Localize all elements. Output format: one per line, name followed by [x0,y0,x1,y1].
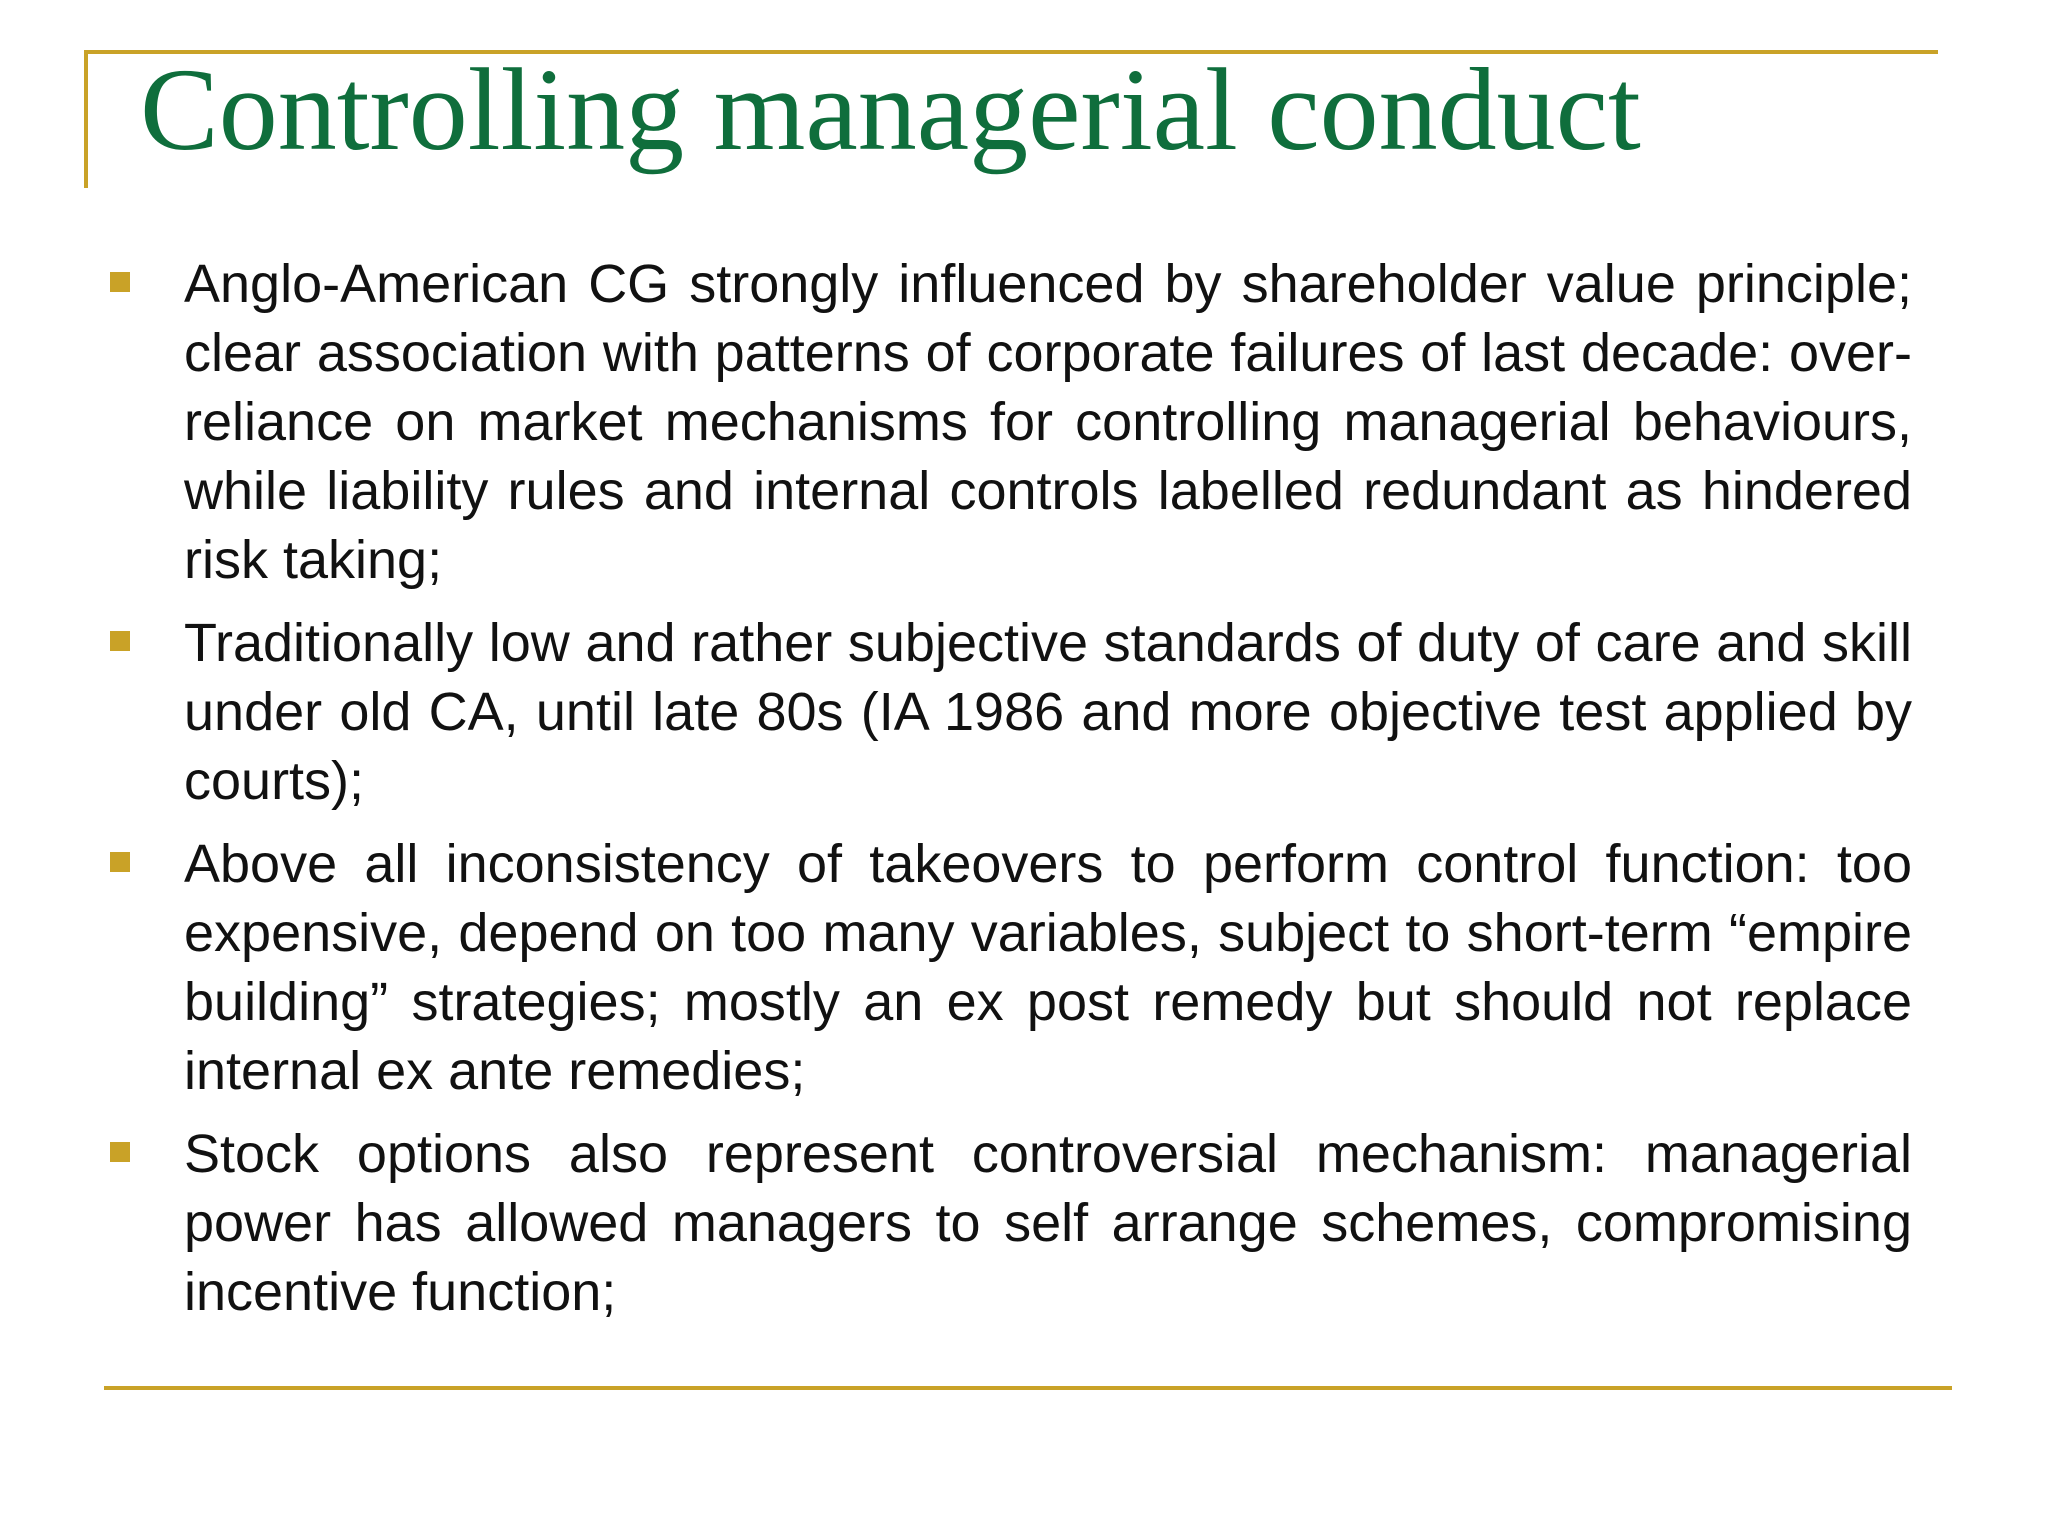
bullet-item [104,1120,1912,1327]
bullet-text: Anglo-American CG strongly influenced by shareholder value principle; clear association with patterns of corporate failures of last decade: over-reliance on market mechanisms for controlling managerial behaviours, while liability rules and internal controls labelled redundant as hindered risk taking; [184,254,1912,590]
bullet-item [104,250,1912,595]
bullet-text: Traditionally low and rather subjective standards of duty of care and skill under old CA, until late 80s (IA 1986 and more objective test applied by courts); [184,613,1912,811]
square-bullet-icon [110,852,130,872]
bullet-text: Stock options also represent controversial mechanism: managerial power has allowed managers to self arrange schemes, compromising incentive function; [184,1124,1912,1322]
bullet-item [104,830,1912,1106]
bullet-item [104,609,1912,816]
title-left-divider [84,50,88,188]
bullet-list [104,250,1912,1341]
bottom-divider [104,1386,1952,1390]
square-bullet-icon [110,1142,130,1162]
square-bullet-icon [110,272,130,292]
bullet-text: Above all inconsistency of takeovers to perform control function: too expensive, depend on too many variables, subject to short-term “empire building” strategies; mostly an ex post remedy but should not replace internal ex ante remedies; [184,834,1912,1101]
slide-title: Controlling managerial conduct [140,44,1641,175]
square-bullet-icon [110,631,130,651]
